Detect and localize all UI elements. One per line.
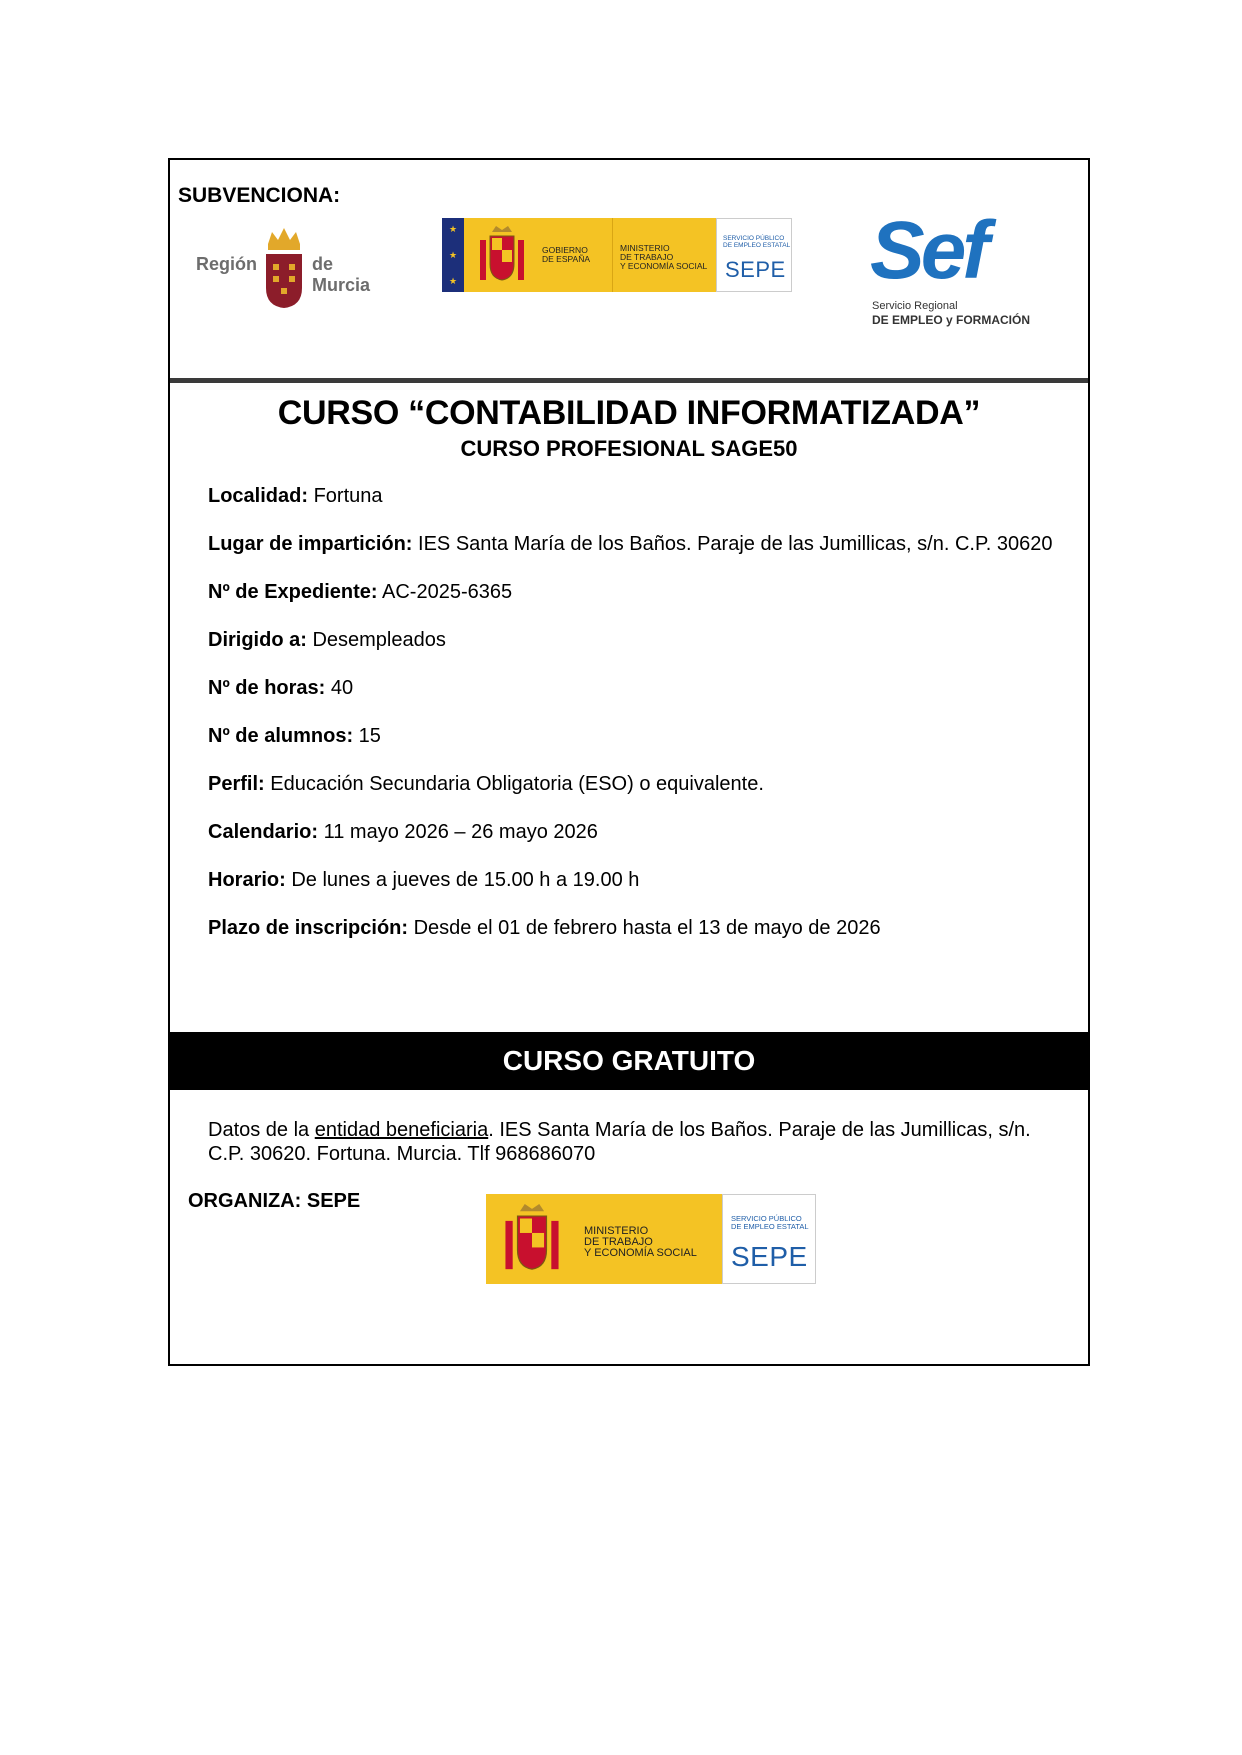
ministerio-line2: DE TRABAJO [620, 252, 674, 262]
eu-flag-icon [442, 218, 464, 292]
course-details [208, 484, 1068, 964]
field-plazo [208, 916, 1068, 940]
field-label: Calendario: [208, 821, 319, 843]
svg-text:★: ★ [448, 276, 458, 286]
sef-caption-2: DE EMPLEO y FORMACIÓN [872, 313, 1031, 327]
ministerio-line3: Y ECONOMÍA SOCIAL [620, 261, 708, 271]
header-separator [170, 378, 1088, 383]
free-course-banner: CURSO GRATUITO [170, 1032, 1088, 1090]
field-label: Nº de Expediente: [208, 581, 378, 603]
ministerio-sepe-logo [486, 1194, 816, 1284]
org-sepe-small-line2: DE EMPLEO ESTATAL [731, 1222, 809, 1231]
murcia-left-text: Región [196, 254, 257, 274]
field-perfil [208, 772, 1068, 796]
course-title: CURSO “CONTABILIDAD INFORMATIZADA” [277, 394, 981, 432]
field-value: AC-2025-6365 [382, 581, 513, 603]
gobierno-line2: DE ESPAÑA [542, 254, 591, 264]
subvenciona-label: SUBVENCIONA: [178, 184, 341, 207]
gobierno-line1: GOBIERNO [542, 245, 588, 255]
org-sepe-small-line1: SERVICIO PÚBLICO [731, 1214, 802, 1223]
field-value: 15 [358, 725, 381, 747]
field-value: IES Santa María de los Baños. Paraje de las Jumillicas, s/n. C.P. 30620 [418, 533, 1053, 555]
sepe-small-line1: SERVICIO PÚBLICO [723, 235, 785, 242]
sef-caption-1: Servicio Regional [872, 300, 958, 312]
field-dirigido [208, 628, 1068, 652]
ministerio-line1: MINISTERIO [620, 243, 670, 253]
org-ministerio-line2: DE TRABAJO [584, 1236, 653, 1248]
murcia-right-text: de Murcia [312, 254, 371, 295]
spain-coat-of-arms-icon [502, 1204, 562, 1274]
course-subtitle: CURSO PROFESIONAL SAGE50 [460, 436, 798, 461]
field-horas [208, 676, 1068, 700]
field-label: Nº de horas: [208, 677, 326, 699]
field-label: Perfil: [208, 773, 265, 795]
murcia-crown-shield-icon [262, 224, 306, 310]
field-label: Dirigido a: [208, 629, 307, 651]
field-label: Localidad: [208, 485, 309, 507]
field-alumnos [208, 724, 1068, 748]
org-ministerio-line1: MINISTERIO [584, 1225, 649, 1237]
sef-logo [870, 205, 1031, 327]
field-value: 11 mayo 2026 – 26 mayo 2026 [323, 821, 598, 843]
sepe-small-line2: DE EMPLEO ESTATAL [723, 242, 791, 249]
field-label: Horario: [208, 869, 286, 891]
spain-coat-of-arms-icon [478, 226, 526, 284]
region-murcia-logo [196, 224, 396, 314]
sepe-word: SEPE [725, 257, 786, 282]
field-lugar [208, 532, 1068, 556]
field-label: Lugar de impartición: [208, 533, 413, 555]
field-value: Fortuna [313, 485, 383, 507]
org-ministerio-line3: Y ECONOMÍA SOCIAL [584, 1247, 697, 1259]
beneficiary-link[interactable]: entidad beneficiaria [314, 1119, 489, 1141]
field-value: Desde el 01 de febrero hasta el 13 de mayo de 2026 [413, 917, 881, 939]
field-calendario [208, 820, 1068, 844]
field-localidad [208, 484, 1068, 508]
field-value: Desempleados [312, 629, 446, 651]
field-value: De lunes a jueves de 15.00 h a 19.00 h [291, 869, 640, 891]
field-expediente [208, 580, 1068, 604]
course-flyer [168, 158, 1090, 1366]
beneficiary-prefix: Datos de la [208, 1119, 315, 1141]
field-label: Plazo de inscripción: [208, 917, 409, 939]
beneficiary-text: . IES Santa María de los Baños. Paraje de las Jumillicas, s/n. C.P. 30620. Fortuna. Murcia. Tlf 968686070 [208, 1119, 1031, 1165]
field-value: 40 [330, 677, 354, 699]
svg-text:★: ★ [448, 224, 458, 234]
beneficiary-info [208, 1118, 1068, 1166]
field-value: Educación Secundaria Obligatoria (ESO) o equivalente. [270, 773, 764, 795]
organiza-label: ORGANIZA: SEPE [188, 1190, 361, 1212]
svg-text:★: ★ [448, 250, 458, 260]
org-sepe-word: SEPE [731, 1241, 808, 1272]
gobierno-sepe-logo [442, 218, 792, 292]
field-horario [208, 868, 1068, 892]
sef-wordmark: Sef [870, 205, 986, 296]
field-label: Nº de alumnos: [208, 725, 354, 747]
